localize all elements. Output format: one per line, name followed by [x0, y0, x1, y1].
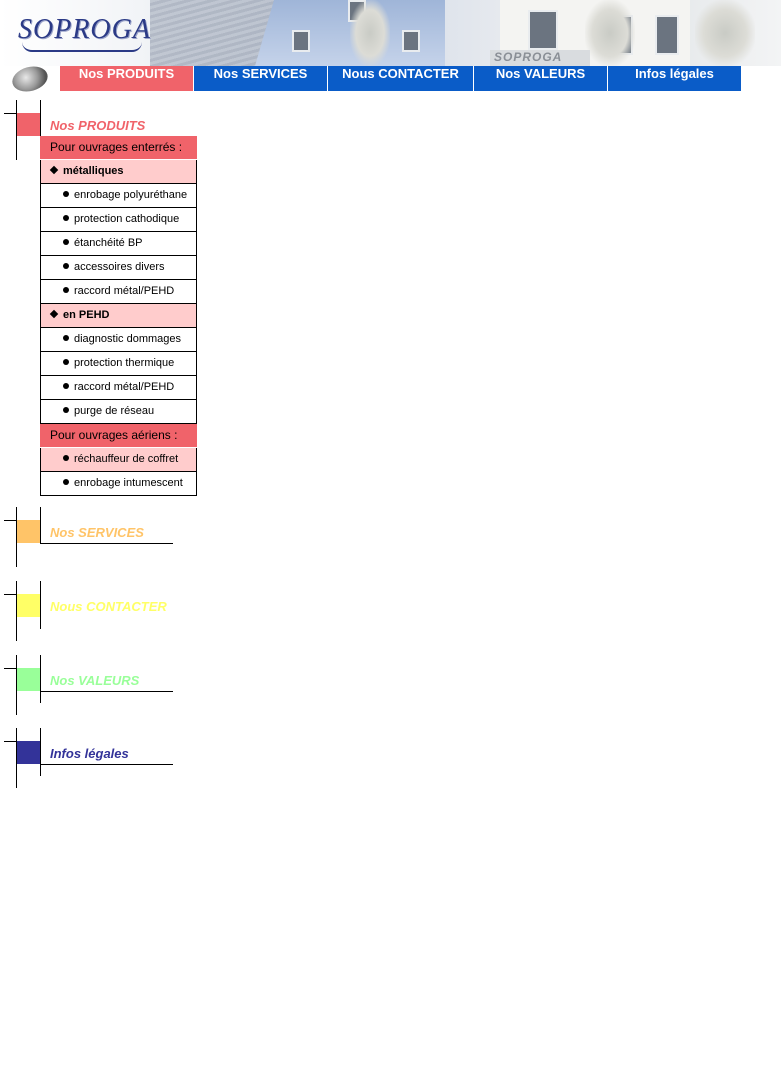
divider [4, 520, 17, 521]
submenu-item[interactable] [40, 208, 197, 232]
products-submenu [40, 136, 197, 496]
item-label: purge de réseau [74, 405, 155, 417]
nav-infos-legales[interactable]: Infos légales [608, 66, 741, 91]
category-label: en PEHD [63, 309, 110, 321]
bullet-icon [63, 479, 69, 485]
divider [4, 113, 17, 114]
divider [40, 764, 173, 765]
bullet-icon [63, 239, 69, 245]
bullet-icon [63, 407, 69, 413]
category-label: métalliques [63, 165, 124, 177]
nav-valeurs[interactable]: Nos VALEURS [474, 66, 608, 91]
bullet-icon [63, 455, 69, 461]
item-label: enrobage intumescent [74, 477, 183, 489]
item-label: diagnostic dommages [74, 333, 182, 345]
bullet-icon [63, 359, 69, 365]
section-title-services[interactable]: Nos SERVICES [50, 525, 144, 540]
submenu-item[interactable] [40, 352, 197, 376]
divider [40, 581, 41, 629]
submenu-item[interactable] [40, 184, 197, 208]
bullet-icon [63, 215, 69, 221]
submenu-item[interactable] [40, 448, 197, 472]
diamond-icon [50, 166, 58, 174]
item-label: réchauffeur de coffret [74, 453, 179, 465]
item-label: étanchéité BP [74, 237, 143, 249]
submenu-item[interactable] [40, 400, 197, 424]
divider [40, 728, 41, 776]
divider [40, 691, 173, 692]
submenu-item[interactable] [40, 328, 197, 352]
submenu-item[interactable] [40, 256, 197, 280]
submenu-item[interactable] [40, 232, 197, 256]
bullet-icon [63, 287, 69, 293]
main-nav [60, 66, 741, 91]
section-color-square [17, 113, 40, 136]
submenu-item[interactable] [40, 280, 197, 304]
section-services [0, 507, 200, 569]
section-color-square [17, 668, 40, 691]
submenu-category-metal[interactable] [40, 160, 197, 184]
diamond-icon [50, 310, 58, 318]
divider [4, 741, 17, 742]
submenu-item[interactable] [40, 376, 197, 400]
section-title-valeurs[interactable]: Nos VALEURS [50, 673, 140, 688]
divider [40, 543, 173, 544]
submenu-category-pehd[interactable] [40, 304, 197, 328]
window-graphic [528, 10, 558, 50]
bullet-icon [63, 263, 69, 269]
section-infos-legales [0, 728, 200, 790]
window-graphic [655, 15, 679, 55]
item-label: protection cathodique [74, 213, 180, 225]
nav-services[interactable]: Nos SERVICES [194, 66, 328, 91]
section-color-square [17, 520, 40, 543]
divider [40, 655, 41, 703]
section-color-square [17, 594, 40, 617]
divider [4, 594, 17, 595]
item-label: protection thermique [74, 357, 175, 369]
header-banner [0, 0, 781, 66]
tree-graphic [695, 0, 755, 66]
item-label: enrobage polyuréthane [74, 189, 188, 201]
section-title-contacter[interactable]: Nous CONTACTER [50, 599, 167, 614]
window-graphic [402, 30, 420, 52]
divider [40, 507, 41, 543]
tree-graphic [585, 0, 635, 66]
logo-swoosh [22, 42, 142, 52]
item-label: accessoires divers [74, 261, 165, 273]
window-graphic [292, 30, 310, 52]
bullet-icon [63, 335, 69, 341]
globe-icon [10, 63, 51, 95]
submenu-heading-buried: Pour ouvrages enterrés : [40, 136, 197, 160]
section-contacter [0, 581, 200, 643]
divider [40, 100, 41, 136]
bullet-icon [63, 383, 69, 389]
nav-produits[interactable]: Nos PRODUITS [60, 66, 194, 91]
tree-graphic [350, 0, 390, 66]
nav-contacter[interactable]: Nous CONTACTER [328, 66, 474, 91]
section-valeurs [0, 655, 200, 717]
bullet-icon [63, 191, 69, 197]
item-label: raccord métal/PEHD [74, 285, 175, 297]
submenu-item[interactable] [40, 472, 197, 496]
section-color-square [17, 741, 40, 764]
section-title-infos-legales[interactable]: Infos légales [50, 746, 129, 761]
building-sign: SOPROGA [490, 50, 590, 66]
divider [4, 668, 17, 669]
site-logo[interactable]: SOPROGA [18, 14, 151, 45]
section-title-produits[interactable]: Nos PRODUITS [50, 118, 146, 133]
submenu-heading-aerial: Pour ouvrages aériens : [40, 424, 197, 448]
item-label: raccord métal/PEHD [74, 381, 175, 393]
